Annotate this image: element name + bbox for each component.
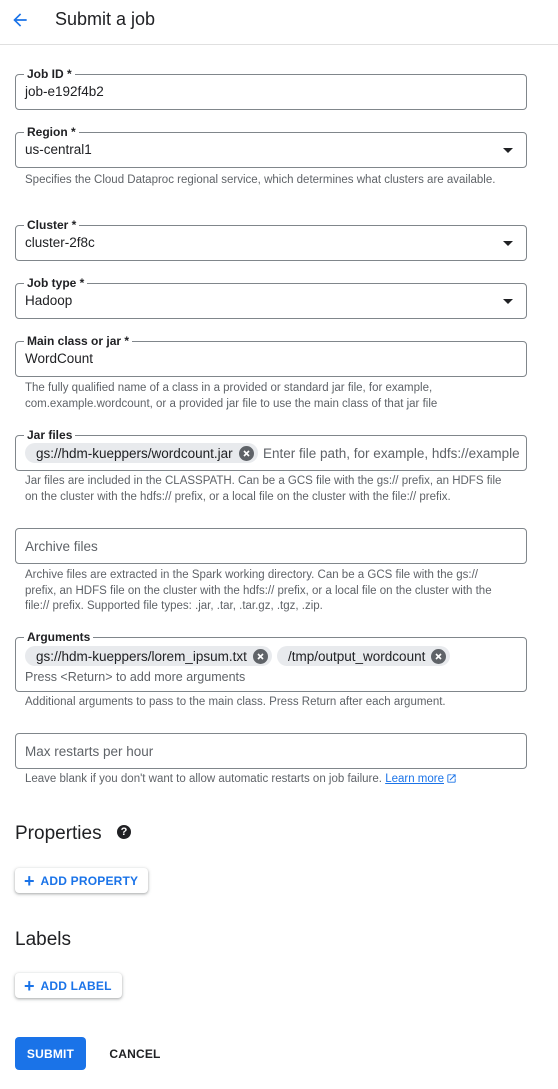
region-select[interactable]: [15, 125, 527, 168]
max-restarts-field[interactable]: [15, 733, 527, 769]
archive-files-placeholder: Archive files: [25, 539, 98, 554]
job-type-select[interactable]: [15, 276, 527, 319]
arrow-back-icon: [10, 10, 30, 30]
region-hint: Specifies the Cloud Dataproc regional service, which determines what clusters are available.: [25, 174, 496, 186]
job-id-field[interactable]: [15, 67, 527, 110]
add-label-label: ADD LABEL: [40, 978, 112, 993]
jar-files-input-placeholder[interactable]: Enter file path, for example, hdfs://example: [263, 446, 520, 461]
arguments-input-placeholder[interactable]: Press <Return> to add more arguments: [25, 670, 246, 684]
job-id-label: Job ID *: [24, 66, 75, 82]
properties-heading: Properties: [15, 823, 102, 844]
chip-remove-icon[interactable]: [431, 649, 446, 664]
chip-label: gs://hdm-kueppers/wordcount.jar: [36, 445, 233, 461]
external-link-icon: [446, 773, 457, 784]
arguments-field[interactable]: [15, 630, 527, 692]
dropdown-arrow-icon: [503, 148, 513, 153]
job-type-value: Hadoop: [25, 293, 73, 308]
arguments-hint: Additional arguments to pass to the main class. Press Return after each argument.: [25, 696, 446, 708]
dropdown-arrow-icon: [503, 241, 513, 246]
cluster-label: Cluster *: [24, 217, 79, 233]
add-property-label: ADD PROPERTY: [40, 873, 139, 888]
chip-remove-icon[interactable]: [239, 446, 254, 461]
archive-files-field[interactable]: [15, 528, 527, 564]
submit-button[interactable]: SUBMIT: [15, 1037, 86, 1070]
jar-files-field[interactable]: [15, 428, 527, 471]
argument-chip: [25, 646, 272, 666]
job-id-value: job-e192f4b2: [25, 84, 104, 99]
page-title: Submit a job: [55, 9, 156, 29]
argument-chip: [277, 646, 450, 666]
main-class-label: Main class or jar *: [24, 333, 132, 349]
cluster-select[interactable]: [15, 218, 527, 261]
max-restarts-hint-text: Leave blank if you don't want to allow automatic restarts on job failure.: [25, 773, 382, 785]
main-class-value: WordCount: [25, 351, 94, 366]
add-label-button[interactable]: [15, 973, 122, 998]
max-restarts-placeholder: Max restarts per hour: [25, 744, 154, 759]
region-label: Region *: [24, 124, 79, 140]
plus-icon: +: [24, 870, 35, 891]
arguments-label: Arguments: [24, 629, 93, 645]
job-type-label: Job type *: [24, 275, 87, 291]
labels-heading: Labels: [15, 929, 71, 950]
main-class-hint: The fully qualified name of a class in a provided or standard jar file, for example, com.example.wordcount, or a provided jar file to use the main class of that jar file: [25, 382, 438, 410]
main-class-field[interactable]: [15, 334, 527, 377]
jar-files-label: Jar files: [24, 427, 75, 443]
max-restarts-hint: [25, 772, 525, 788]
help-icon[interactable]: ?: [117, 825, 131, 839]
learn-more-link[interactable]: [385, 773, 457, 785]
cluster-value: cluster-2f8c: [25, 235, 95, 250]
archive-files-hint: Archive files are extracted in the Spark working directory. Can be a GCS file with the gs:// prefix, an HDFS file on the cluster with the hdfs:// prefix, or a local file on the cluster with the file:// prefix. Supported file types: .jar, .tar, .tar.gz, .tgz, .zip.: [25, 569, 492, 612]
cancel-button[interactable]: CANCEL: [109, 1046, 161, 1061]
chip-remove-icon[interactable]: [253, 649, 268, 664]
learn-more-label: Learn more: [385, 773, 444, 785]
page-header: [0, 0, 558, 45]
chip-label: /tmp/output_wordcount: [288, 648, 426, 664]
plus-icon: +: [24, 975, 35, 996]
back-button[interactable]: [6, 6, 34, 34]
jar-file-chip: [25, 443, 258, 463]
add-property-button[interactable]: [15, 868, 148, 893]
chip-label: gs://hdm-kueppers/lorem_ipsum.txt: [36, 648, 247, 664]
region-value: us-central1: [25, 142, 92, 157]
jar-files-hint: Jar files are included in the CLASSPATH. Can be a GCS file with the gs:// prefix, an HDFS file on the cluster with the hdfs:// prefix, or a local file on the cluster with the file:// prefix.: [25, 475, 502, 503]
dropdown-arrow-icon: [503, 299, 513, 304]
